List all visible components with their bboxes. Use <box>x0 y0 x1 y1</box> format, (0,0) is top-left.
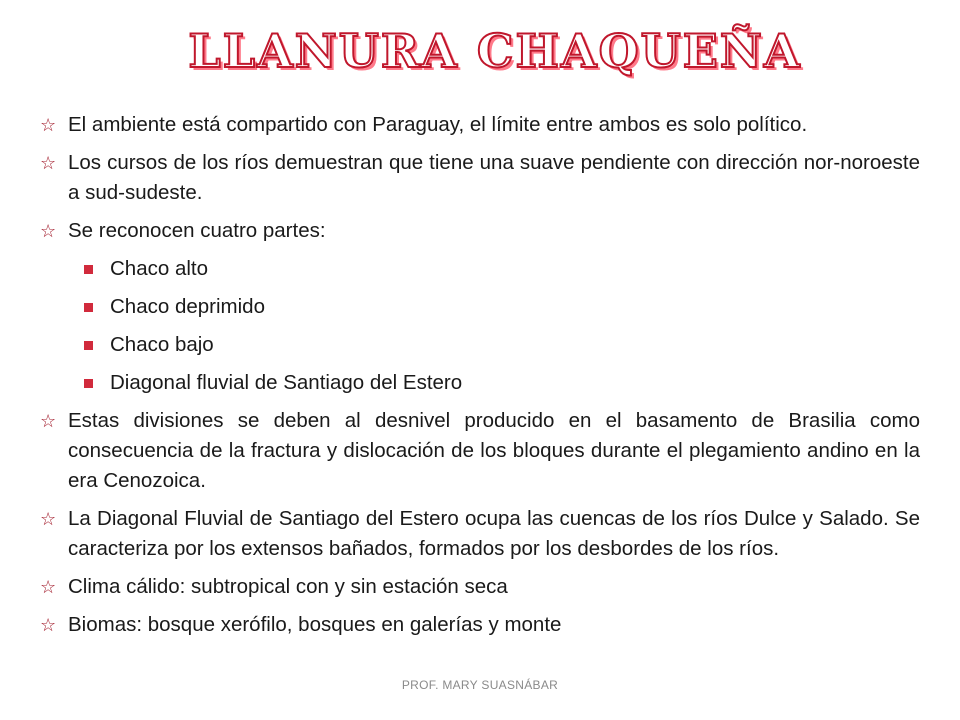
square-bullet-icon <box>84 265 93 274</box>
star-outline-icon: ☆ <box>40 509 57 529</box>
square-bullet-icon <box>84 303 93 312</box>
sub-bullet-text: Chaco deprimido <box>110 295 265 318</box>
star-outline-icon: ☆ <box>40 577 57 597</box>
star-outline-icon: ☆ <box>40 411 57 431</box>
bullet-item <box>40 572 920 602</box>
slide-title: LLANURA CHAQUEÑA <box>188 24 802 78</box>
star-outline-icon: ☆ <box>40 615 57 635</box>
bullet-text: Los cursos de los ríos demuestran que tiene una suave pendiente con dirección nor-noroeste a sud-sudeste. <box>68 151 920 204</box>
slide-footer: PROF. MARY SUASNÁBAR <box>401 678 559 692</box>
bullet-text: El ambiente está compartido con Paraguay, el límite entre ambos es solo político. <box>68 113 808 136</box>
sub-bullet-item <box>40 292 920 322</box>
star-outline-icon: ☆ <box>40 221 57 241</box>
sub-bullet-text: Chaco bajo <box>110 333 214 356</box>
slide-content <box>40 110 920 648</box>
sub-bullet-item <box>40 254 920 284</box>
star-outline-icon: ☆ <box>40 115 57 135</box>
square-bullet-icon <box>84 341 93 350</box>
bullet-item <box>40 406 920 496</box>
bullet-text: Biomas: bosque xerófilo, bosques en galerías y monte <box>68 613 562 636</box>
sub-bullet-text: Diagonal fluvial de Santiago del Estero <box>110 371 463 394</box>
bullet-text: La Diagonal Fluvial de Santiago del Estero ocupa las cuencas de los ríos Dulce y Salado. Se caracteriza por los extensos bañados, formados por los desbordes de los ríos. <box>68 507 920 560</box>
star-outline-icon: ☆ <box>40 153 57 173</box>
sub-bullet-item <box>40 330 920 360</box>
sub-bullet-item <box>40 368 920 398</box>
sub-bullet-text: Chaco alto <box>110 257 209 280</box>
bullet-item <box>40 148 920 208</box>
bullet-item <box>40 216 920 246</box>
bullet-text: Estas divisiones se deben al desnivel producido en el basamento de Brasilia como consecuencia de la fractura y dislocación de los bloques durante el plegamiento andino en la era Cenozoica. <box>68 409 920 492</box>
bullet-item <box>40 504 920 564</box>
square-bullet-icon <box>84 379 93 388</box>
bullet-item <box>40 610 920 640</box>
bullet-item <box>40 110 920 140</box>
bullet-text: Se reconocen cuatro partes: <box>68 219 326 242</box>
bullet-text: Clima cálido: subtropical con y sin estación seca <box>68 575 508 598</box>
